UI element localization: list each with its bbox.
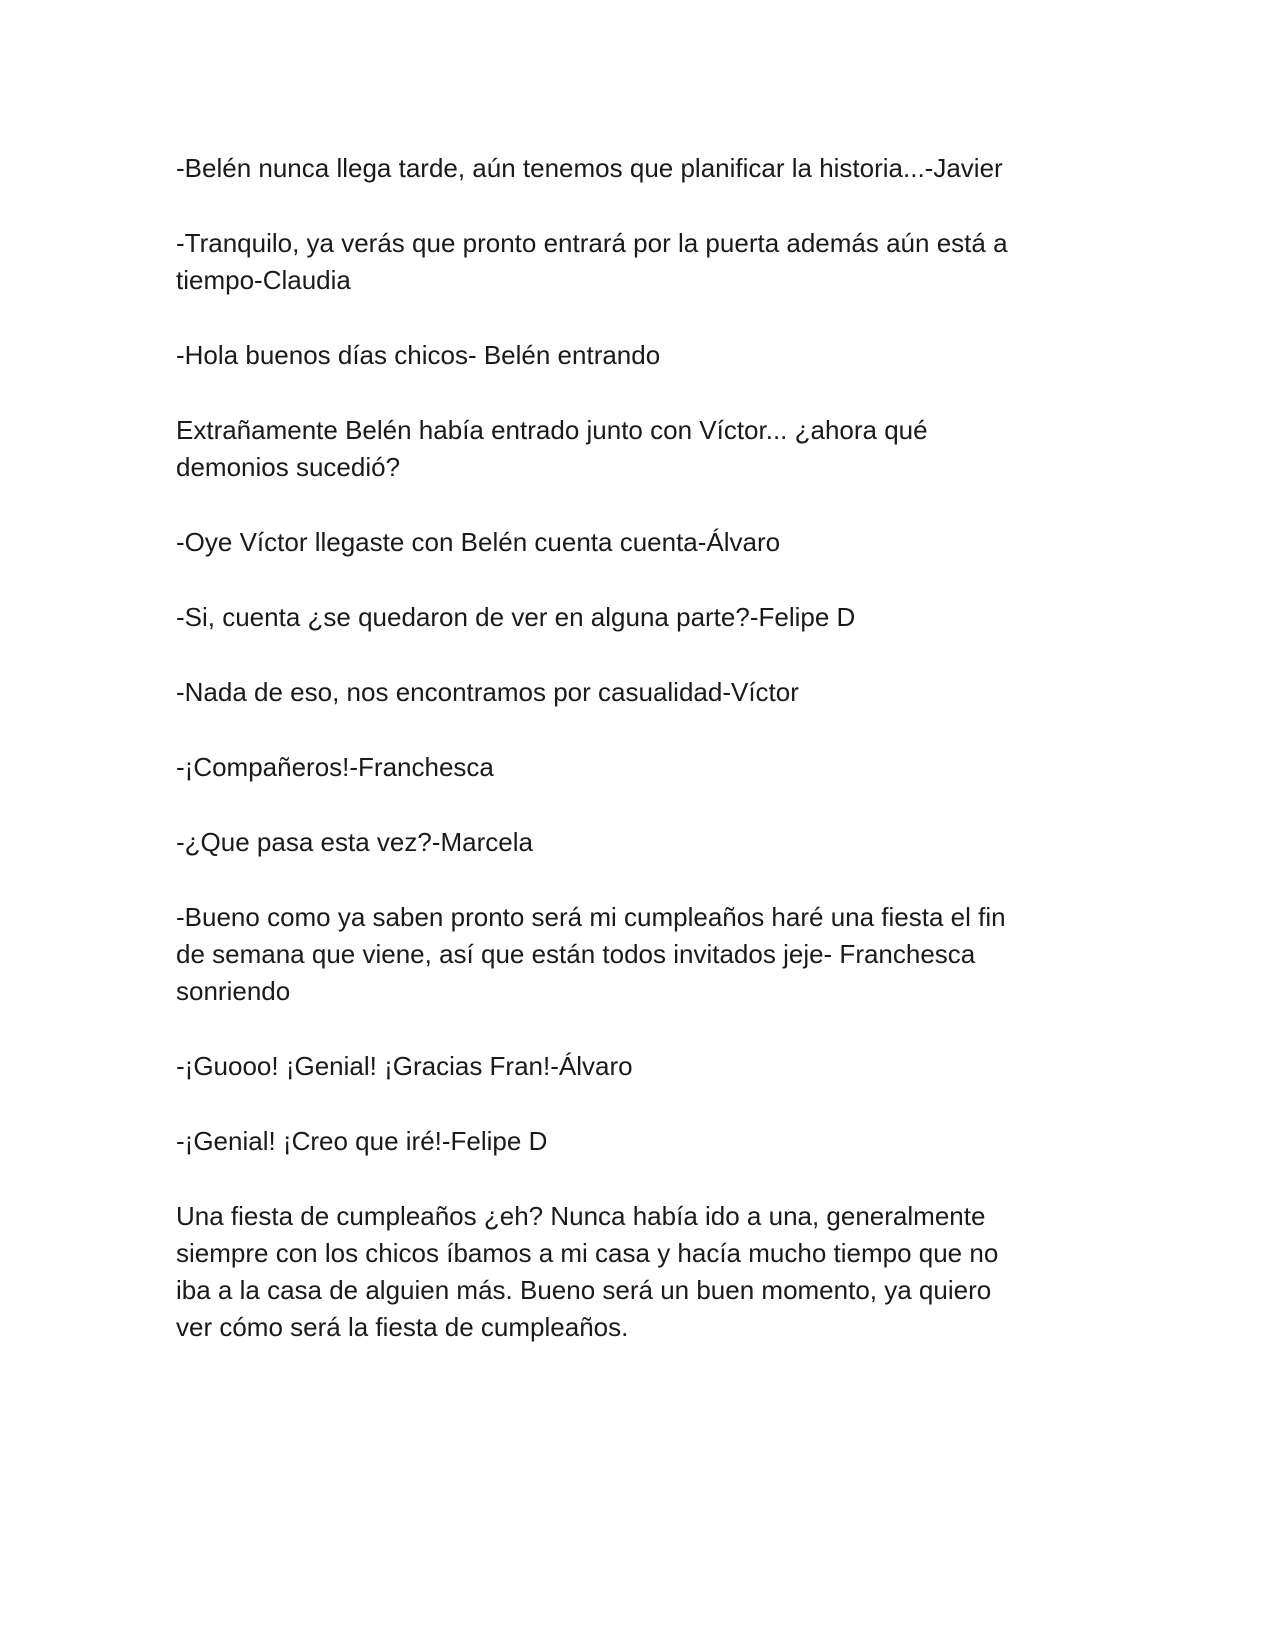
paragraph [176, 524, 1096, 561]
paragraph [176, 674, 1096, 711]
text-line: -Bueno como ya saben pronto será mi cumpleaños haré una fiesta el fin [176, 902, 1006, 932]
text-line: ver cómo será la fiesta de cumpleaños. [176, 1312, 629, 1342]
text-line: tiempo-Claudia [176, 265, 351, 295]
text-line: -¡Compañeros!-Franchesca [176, 752, 494, 782]
text-line: demonios sucedió? [176, 452, 401, 482]
text-line: de semana que viene, así que están todos invitados jeje- Franchesca [176, 939, 976, 969]
paragraph [176, 337, 1096, 374]
text-line: -¡Genial! ¡Creo que iré!-Felipe D [176, 1126, 548, 1156]
text-line: -¿Que pasa esta vez?-Marcela [176, 827, 533, 857]
paragraph [176, 1198, 1096, 1346]
paragraph [176, 749, 1096, 786]
text-line: siempre con los chicos íbamos a mi casa y hacía mucho tiempo que no [176, 1238, 999, 1268]
text-line: sonriendo [176, 976, 291, 1006]
paragraph [176, 150, 1096, 187]
text-line: -Oye Víctor llegaste con Belén cuenta cuenta-Álvaro [176, 527, 781, 557]
text-line: -Tranquilo, ya verás que pronto entrará por la puerta además aún está a [176, 228, 1008, 258]
paragraph [176, 599, 1096, 636]
text-line: -Belén nunca llega tarde, aún tenemos que planificar la historia...-Javier [176, 153, 1003, 183]
text-line: -Si, cuenta ¿se quedaron de ver en alguna parte?-Felipe D [176, 602, 856, 632]
paragraph [176, 824, 1096, 861]
text-line: -Nada de eso, nos encontramos por casualidad-Víctor [176, 677, 799, 707]
text-line: -Hola buenos días chicos- Belén entrando [176, 340, 661, 370]
text-line: iba a la casa de alguien más. Bueno será un buen momento, ya quiero [176, 1275, 992, 1305]
paragraph [176, 899, 1096, 1010]
paragraph [176, 1123, 1096, 1160]
document-body [176, 150, 1096, 1384]
paragraph [176, 1048, 1096, 1085]
text-line: Una fiesta de cumpleaños ¿eh? Nunca había ido a una, generalmente [176, 1201, 986, 1231]
paragraph [176, 225, 1096, 299]
text-line: -¡Guooo! ¡Genial! ¡Gracias Fran!-Álvaro [176, 1051, 633, 1081]
text-line: Extrañamente Belén había entrado junto con Víctor... ¿ahora qué [176, 415, 928, 445]
paragraph [176, 412, 1096, 486]
